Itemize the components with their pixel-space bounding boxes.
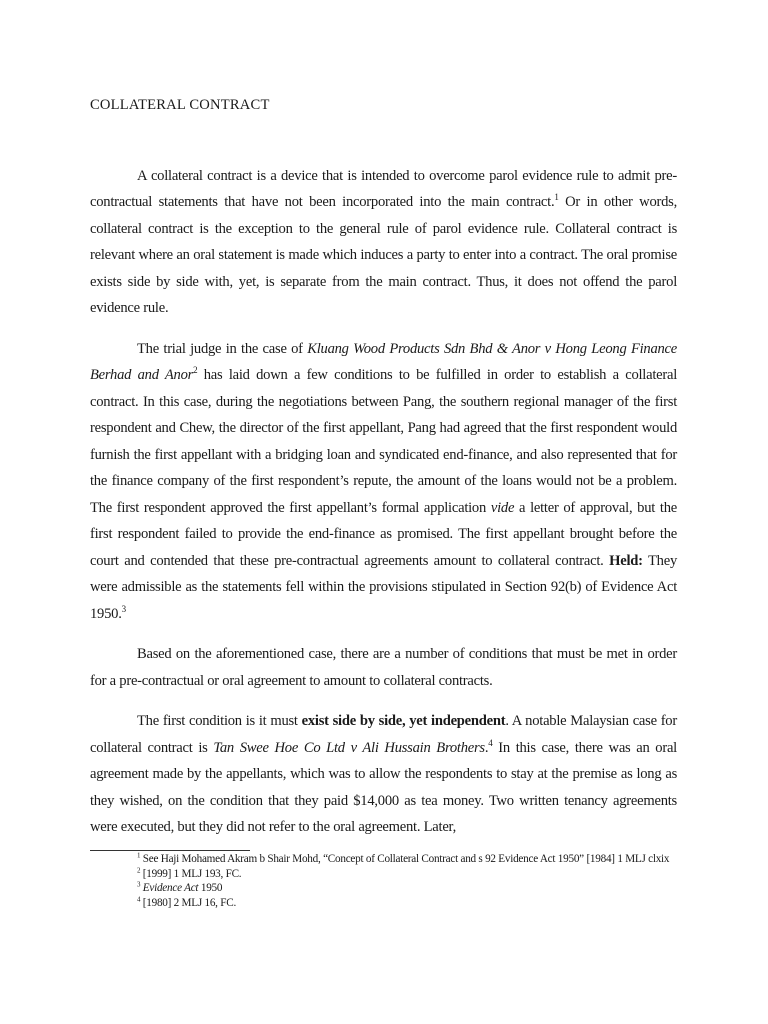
footnote-1: $^1$ See Haji Mohamed Akram b Shair Mohd, “Concept of Collateral Contract and s 92 Evidence Act 1950” [1984] 1 MLJ clxix bbox=[137, 851, 670, 865]
held-label: Held: bbox=[609, 552, 643, 569]
footnote-ref-1[interactable]: 1 bbox=[554, 192, 559, 203]
footnote-3: $^3$ Evidence Act 1950 bbox=[137, 880, 223, 895]
case-name-kluang: Kluang Wood Products Sdn Bhd & Anor v Hong Leong Finance Berhad and Anor bbox=[90, 340, 678, 383]
footnote-divider bbox=[90, 850, 250, 851]
footnote-ref-4[interactable]: 4 bbox=[488, 737, 493, 748]
footnote-2: $^2$ [1999] 1 MLJ 193, FC. bbox=[137, 865, 242, 880]
paragraph-conditions: Based on the aforementioned case, there are a number of conditions that must be met in order for a pre-contractual or oral agreement to amount to collateral contracts. bbox=[90, 646, 677, 689]
footnote-ref-3[interactable]: 3 bbox=[121, 603, 126, 614]
paragraph-first-condition: The first condition is it must exist side by side, yet independent. A notable Malaysian case for collateral contract is Tan Swee Hoe Co Ltd v Ali Hussain Brothers.$^4$ In this case, there was an oral agreement made by the appellants, which was to allow the respondents to stay at the premise as long as they wished, on the condition that they paid $14,000 as tea money. Two written tenancy agreements were executed, but they did not refer to the oral agreement. Later, bbox=[90, 713, 677, 835]
document-body bbox=[90, 92, 677, 855]
term-vide: vide bbox=[490, 499, 515, 516]
footnote-4: $^4$ [1980] 2 MLJ 16, FC. bbox=[137, 895, 237, 909]
footnotes bbox=[90, 852, 677, 910]
condition-bold: exist side by side, yet independent bbox=[301, 713, 506, 729]
paragraph-kluang-case: The trial judge in the case of Kluang Wood Products Sdn Bhd & Anor v Hong Leong Finance Berhad and Anor$^2$ has laid down a few conditions to be fulfilled in order to establish a collateral contract. In this case, during the negotiations between Pang, the southern regional manager of the first respondent and Chew, the director of the first appellant, Pang had agreed that the first respondent would furnish the first appellant with a bridging loan and syndicated end-finance, and also represented that for the finance company of the first respondent’s repute, the amount of the loans would not be a problem. The first respondent approved the first appellant’s formal application vide a letter of approval, but the first respondent failed to provide the end-finance as promised. The first appellant brought before the court and contended that these pre-contractual agreements amount to collateral contract. Held: They were admissible as the statements fell within the provisions stipulated in Section 92(b) of Evidence Act 1950.$^3$ bbox=[90, 340, 678, 622]
paragraph-intro: A collateral contract is a device that is intended to overcome parol evidence rule to admit pre-contractual statements that have not been incorporated into the main contract.$^1$ Or in other words, collateral contract is the exception to the general rule of parol evidence rule. Collateral contract is relevant where an oral statement is made which induces a party to enter into a contract. The oral promise exists side by side with, yet, is separate from the main contract. Thus, it does not offend the parol evidence rule. bbox=[90, 167, 677, 316]
footnote-ref-2[interactable]: 2 bbox=[193, 365, 198, 376]
page-title: COLLATERAL CONTRACT bbox=[90, 97, 270, 113]
case-name-tan-swee-hoe: Tan Swee Hoe Co Ltd v Ali Hussain Brothers bbox=[213, 739, 485, 756]
